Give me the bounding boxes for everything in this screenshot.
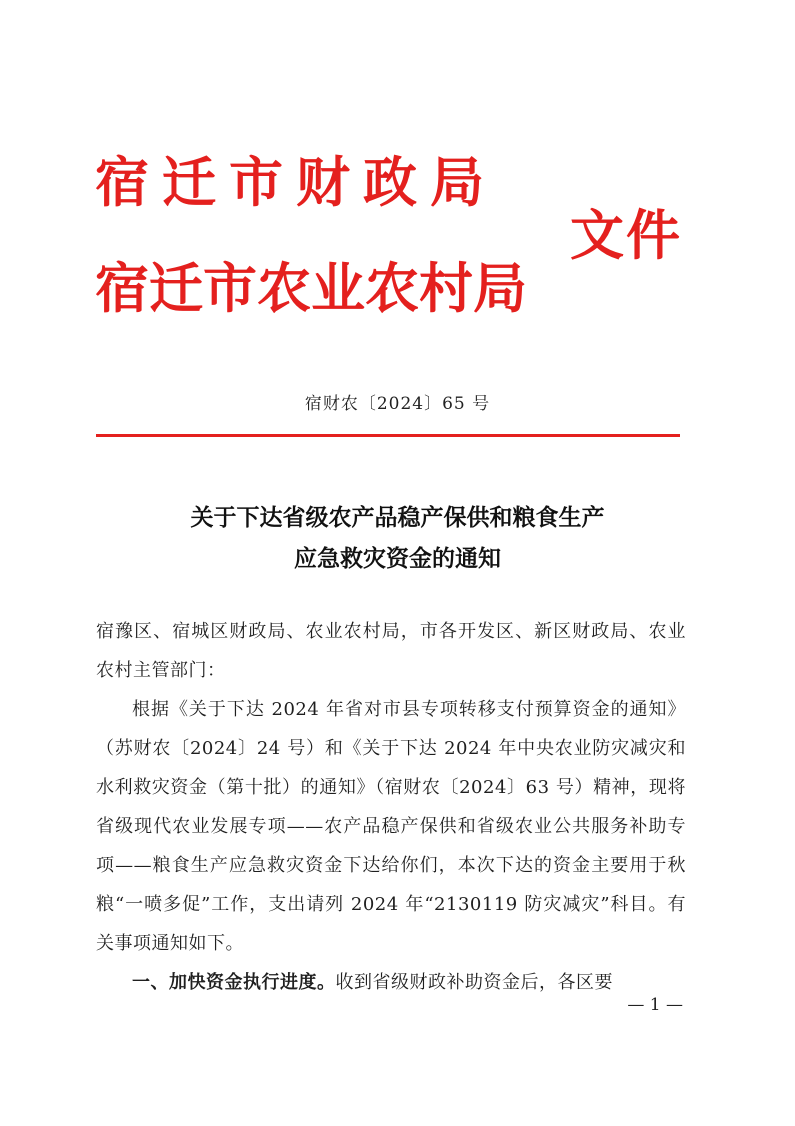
- title-line-2: 应急救灾资金的通知: [294, 545, 501, 572]
- title-line-1: 关于下达省级农产品稳产保供和粮食生产: [190, 504, 605, 531]
- document-title: [90, 497, 705, 579]
- document-header: [95, 150, 695, 330]
- document-type-label: 文件: [570, 203, 682, 267]
- section-text: 收到省级财政补助资金后，各区要: [335, 972, 613, 993]
- header-divider: [96, 434, 680, 437]
- document-number: 宿财农〔2024〕65 号: [304, 394, 491, 414]
- issuer-name-agriculture-bureau: 宿迁市农业农村局: [95, 256, 527, 320]
- body-paragraph: 根据《关于下达 2024 年省对市县专项转移支付预算资金的通知》（苏财农〔2024〕24 号）和《关于下达 2024 年中央农业防灾减灾和水利救灾资金（第十批）的通知》（宿财农〔2024〕63 号）精神，现将省级现代农业发展专项——农产品稳产保供和省级农业公共服务补助专项——粮食生产应急救灾资金下达给你们，本次下达的资金主要用于秋粮“一喷多促”工作，支出请列 2024 年“2130119 防灾减灾”科目。有关事项通知如下。: [96, 699, 686, 954]
- section-paragraph: [96, 963, 686, 1002]
- issuer-name-finance-bureau: 宿迁市财政局: [95, 150, 497, 214]
- document-body: [96, 612, 686, 1002]
- section-heading: 一、加快资金执行进度。: [132, 972, 336, 993]
- page-number: — 1 —: [627, 995, 683, 1015]
- recipients: 宿豫区、宿城区财政局、农业农村局，市各开发区、新区财政局、农业农村主管部门：: [96, 621, 686, 681]
